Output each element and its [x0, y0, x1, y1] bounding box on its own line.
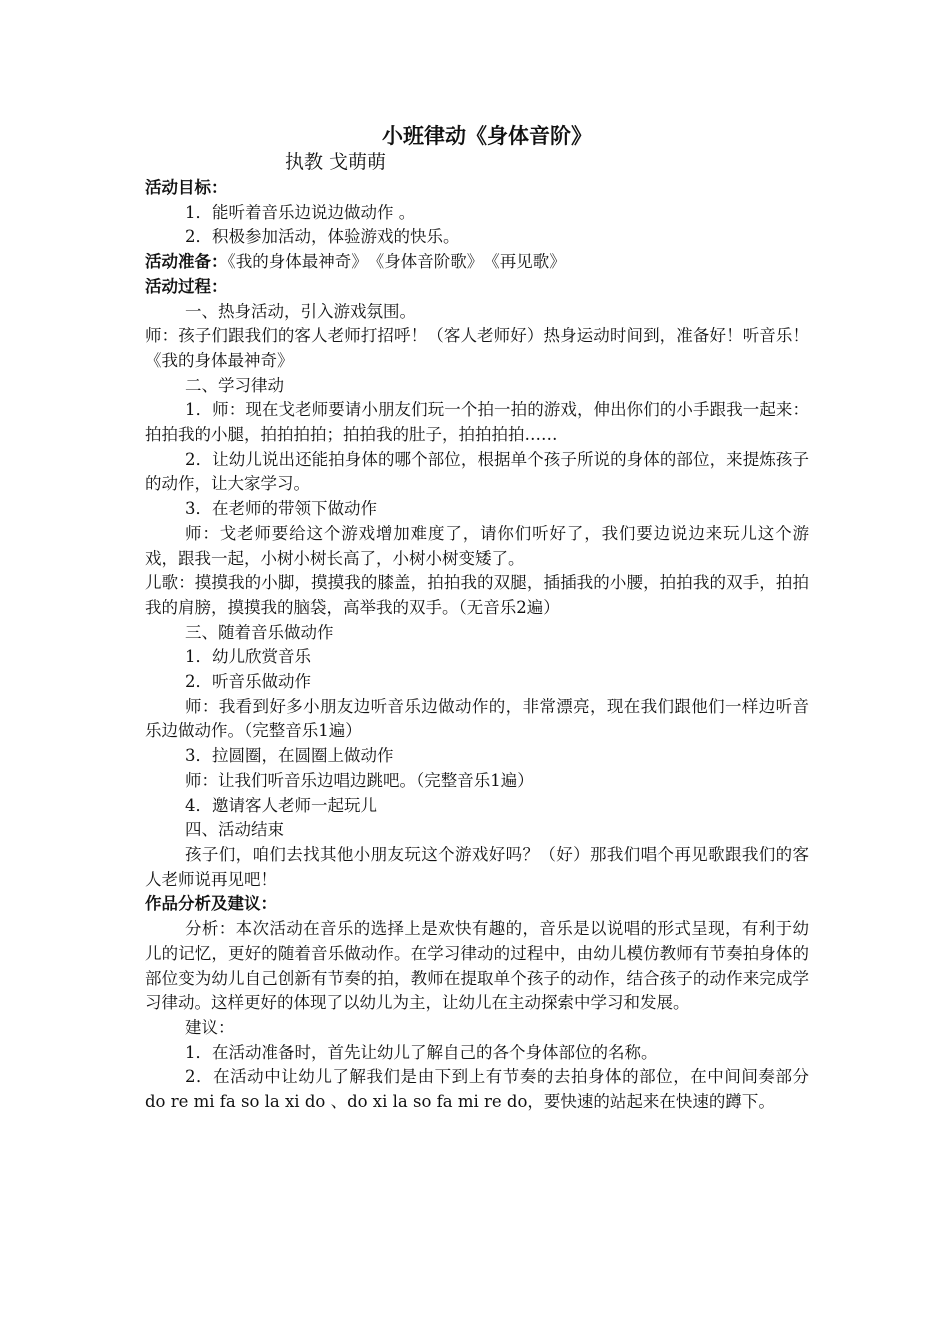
process-paragraph: 3．在老师的带领下做动作 — [185, 499, 377, 519]
goal-item: 2．积极参加活动，体验游戏的快乐。 — [185, 227, 460, 247]
process-paragraph: 1．幼儿欣赏音乐 — [185, 647, 311, 667]
process-paragraph: 四、活动结束 — [185, 820, 284, 840]
goals-heading: 活动目标： — [145, 178, 228, 197]
document-title: 小班律动《身体音阶》 — [382, 123, 592, 148]
process-paragraph: 二、学习律动 — [185, 375, 284, 395]
process-paragraph: 师：让我们听音乐边唱边跳吧。（完整音乐1遍） — [185, 770, 534, 790]
process-paragraph: 三、随着音乐做动作 — [185, 622, 334, 642]
prep-text: 《我的身体最神奇》 《身体音阶歌》 《再见歌》 — [227, 252, 566, 272]
process-paragraph: 2．让幼儿说出还能拍身体的哪个部位，根据单个孩子所说的身体的部位，来提炼孩子的动作，让大家学习。 — [145, 449, 809, 494]
suggestion-heading: 建议： — [185, 1017, 235, 1037]
process-paragraph: 师：我看到好多小朋友边听音乐边做动作的，非常漂亮，现在我们跟他们一样边听音乐边做动作。（完整音乐1遍） — [145, 696, 809, 741]
process-paragraph: 师：孩子们跟我们的客人老师打招呼！（客人老师好）热身运动时间到，准备好！听音乐！《我的身体最神奇》 — [145, 326, 809, 370]
process-paragraph: 孩子们，咱们去找其他小朋友玩这个游戏好吗？（好）那我们唱个再见歌跟我们的客人老师说再见吧！ — [145, 844, 809, 889]
process-paragraph: 3．拉圆圈，在圆圈上做动作 — [185, 746, 394, 766]
process-paragraph: 师：戈老师要给这个游戏增加难度了，请你们听好了，我们要边说边来玩儿这个游戏，跟我一起，小树小树长高了，小树小树变矮了。 — [145, 523, 809, 568]
prep-heading: 活动准备： — [145, 252, 228, 272]
suggestion-item: 2．在活动中让幼儿了解我们是由下到上有节奏的去拍身体的部位，在中间间奏部分do re mi fa so la xi do 、do xi la so fa mi re do，要快速的站起来在快速的蹲下。 — [145, 1067, 809, 1112]
analysis-paragraph: 分析：本次活动在音乐的选择上是欢快有趣的，音乐是以说唱的形式呈现，有利于幼儿的记忆，更好的随着音乐做动作。在学习律动的过程中，由幼儿模仿教师有节奏拍身体的部位变为幼儿自己创新有节奏的拍，教师在提取单个孩子的动作，结合孩子的动作来完成学习律动。这样更好的体现了以幼儿为主，让幼儿在主动探索中学习和发展。 — [145, 919, 809, 1013]
document-body — [145, 122, 809, 1115]
goal-item: 1．能听着音乐边说边做动作 。 — [185, 202, 416, 222]
author-line: 执教 戈萌萌 — [285, 151, 387, 173]
process-paragraph: 4．邀请客人老师一起玩儿 — [185, 795, 377, 815]
process-paragraph: 1．师：现在戈老师要请小朋友们玩一个拍一拍的游戏，伸出你们的小手跟我一起来：拍拍我的小腿，拍拍拍拍；拍拍我的肚子，拍拍拍拍…… — [145, 400, 809, 445]
process-paragraph: 一、热身活动，引入游戏氛围。 — [185, 301, 416, 321]
prep-line — [145, 250, 809, 275]
analysis-heading: 作品分析及建议： — [145, 894, 277, 914]
suggestion-item: 1．在活动准备时，首先让幼儿了解自己的各个身体部位的名称。 — [185, 1042, 658, 1062]
process-paragraph: 2．听音乐做动作 — [185, 672, 311, 692]
process-paragraph: 儿歌：摸摸我的小脚，摸摸我的膝盖，拍拍我的双腿，插插我的小腰，拍拍我的双手，拍拍我的肩膀，摸摸我的脑袋，高举我的双手。（无音乐2遍） — [145, 573, 809, 617]
process-heading: 活动过程： — [145, 276, 228, 296]
